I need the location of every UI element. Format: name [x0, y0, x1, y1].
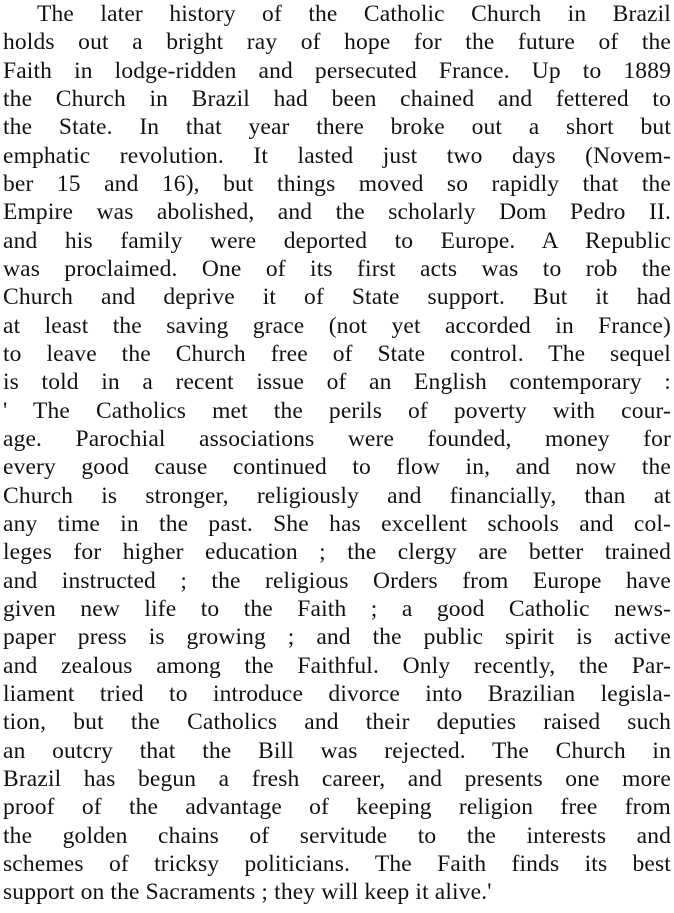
text-line: Brazil has begun a fresh career, and presents one more: [3, 766, 671, 792]
text-line: emphatic revolution. It lasted just two days (Novem-: [3, 143, 671, 169]
text-line: every good cause continued to flow in, and now the: [3, 454, 671, 480]
text-line: any time in the past. She has excellent schools and col-: [3, 511, 671, 537]
text-line: schemes of tricksy politicians. The Faith finds its best: [3, 851, 671, 877]
text-line: liament tried to introduce divorce into Brazilian legisla-: [3, 681, 671, 707]
text-line: paper press is growing ; and the public spirit is active: [3, 624, 671, 650]
text-line: to leave the Church free of State control. The sequel: [3, 341, 671, 367]
text-line: is told in a recent issue of an English contemporary :: [3, 369, 671, 395]
text-line: was proclaimed. One of its first acts was to rob the: [3, 256, 671, 282]
text-line: Empire was abolished, and the scholarly Dom Pedro II.: [3, 199, 671, 225]
text-line: The later history of the Catholic Church in Brazil: [37, 1, 671, 27]
text-line: tion, but the Catholics and their deputies raised such: [3, 709, 671, 735]
text-line: support on the Sacraments ; they will keep it alive.': [3, 879, 492, 905]
text-line: Church and deprive it of State support. But it had: [3, 284, 671, 310]
text-line: ' The Catholics met the perils of poverty with cour-: [3, 398, 671, 424]
text-line: the Church in Brazil had been chained and fettered to: [3, 86, 671, 112]
text-line: an outcry that the Bill was rejected. The Church in: [3, 738, 671, 764]
text-line: Faith in lodge-ridden and persecuted France. Up to 1889: [3, 58, 671, 84]
text-line: proof of the advantage of keeping religion free from: [3, 794, 671, 820]
text-line: age. Parochial associations were founded, money for: [3, 426, 671, 452]
text-line: Church is stronger, religiously and financially, than at: [3, 483, 671, 509]
text-line: and his family were deported to Europe. A Republic: [3, 228, 671, 254]
text-line: the golden chains of servitude to the interests and: [3, 823, 671, 849]
text-line: the State. In that year there broke out a short but: [3, 114, 671, 140]
text-line: at least the saving grace (not yet accorded in France): [3, 313, 671, 339]
text-line: and zealous among the Faithful. Only recently, the Par-: [3, 653, 671, 679]
text-line: holds out a bright ray of hope for the future of the: [3, 29, 671, 55]
text-line: given new life to the Faith ; a good Catholic news-: [3, 596, 671, 622]
text-line: ber 15 and 16), but things moved so rapidly that the: [3, 171, 671, 197]
text-line: leges for higher education ; the clergy are better trained: [3, 539, 671, 565]
article-text: [3, 0, 671, 913]
text-line: and instructed ; the religious Orders from Europe have: [3, 568, 671, 594]
